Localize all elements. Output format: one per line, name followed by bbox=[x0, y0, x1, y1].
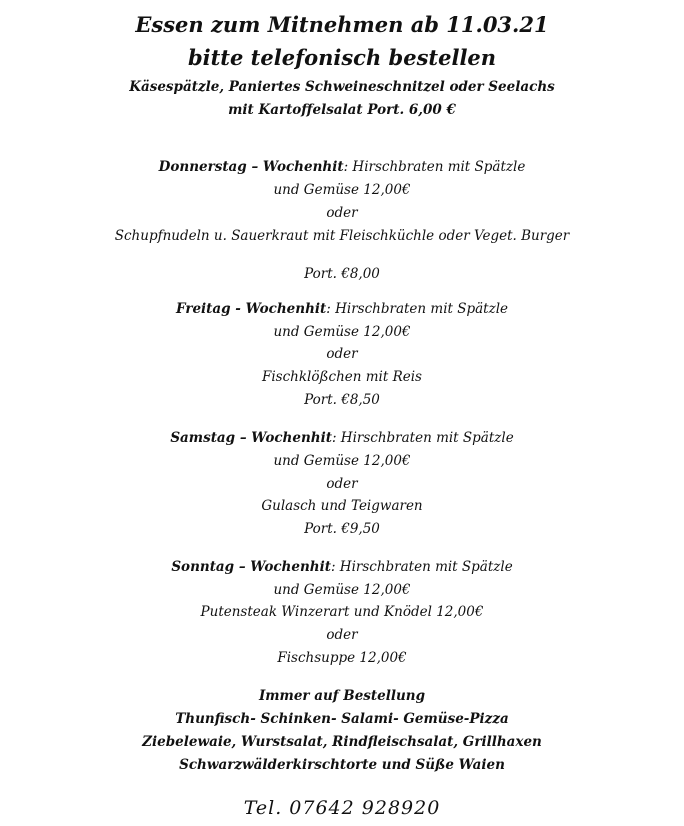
thursday-heading bbox=[0, 161, 684, 175]
saturday-price: Port. €9,50 bbox=[304, 521, 380, 537]
daily-offer-line-1: Käsespätzle, Paniertes Schweineschnitzel oder Seelachs bbox=[129, 79, 555, 95]
friday-price: Port. €8,50 bbox=[304, 392, 380, 408]
page-title: Essen zum Mitnehmen ab 11.03.21 bbox=[135, 12, 549, 37]
telephone-number: Tel. 07642 928920 bbox=[243, 797, 441, 819]
thursday-alternative: Schupfnudeln u. Sauerkraut mit Fleischküchle oder Veget. Burger bbox=[114, 228, 570, 244]
thursday-line-2: und Gemüse 12,00€ bbox=[273, 182, 411, 198]
page-subtitle: bitte telefonisch bestellen bbox=[187, 45, 497, 70]
sunday-heading bbox=[0, 561, 684, 575]
sunday-alternative: Fischsuppe 12,00€ bbox=[277, 650, 407, 666]
saturday-line-2: und Gemüse 12,00€ bbox=[273, 453, 411, 469]
sunday-line-2: und Gemüse 12,00€ bbox=[273, 582, 411, 598]
sunday-day-label: Sonntag – Wochenhit bbox=[171, 559, 331, 575]
saturday-dish: : Hirschbraten mit Spätzle bbox=[331, 430, 514, 446]
friday-alternative: Fischklößchen mit Reis bbox=[262, 369, 422, 385]
order-line-3: Schwarzwälderkirschtorte und Süße Waien bbox=[179, 757, 505, 773]
friday-oder: oder bbox=[326, 346, 358, 362]
saturday-day-label: Samstag – Wochenhit bbox=[170, 430, 332, 446]
daily-offer-line-2: mit Kartoffelsalat Port. 6,00 € bbox=[228, 102, 456, 118]
sunday-dish: : Hirschbraten mit Spätzle bbox=[330, 559, 513, 575]
saturday-heading bbox=[0, 432, 684, 446]
thursday-price: Port. €8,00 bbox=[304, 266, 380, 282]
sunday-oder: oder bbox=[326, 627, 358, 643]
friday-heading bbox=[0, 303, 684, 317]
saturday-oder: oder bbox=[326, 476, 358, 492]
order-heading: Immer auf Bestellung bbox=[258, 688, 426, 704]
order-line-1: Thunfisch- Schinken- Salami- Gemüse-Pizza bbox=[175, 711, 509, 727]
friday-line-2: und Gemüse 12,00€ bbox=[273, 324, 411, 340]
friday-day-label: Freitag - Wochenhit bbox=[175, 301, 327, 317]
thursday-oder: oder bbox=[326, 205, 358, 221]
thursday-day-label: Donnerstag – Wochenhit bbox=[158, 159, 344, 175]
saturday-alternative: Gulasch und Teigwaren bbox=[261, 498, 423, 514]
order-line-2: Ziebelewaie, Wurstsalat, Rindfleischsalat, Grillhaxen bbox=[142, 734, 542, 750]
friday-dish: : Hirschbraten mit Spätzle bbox=[326, 301, 509, 317]
sunday-extra: Putensteak Winzerart und Knödel 12,00€ bbox=[200, 604, 484, 620]
thursday-dish: : Hirschbraten mit Spätzle bbox=[343, 159, 526, 175]
